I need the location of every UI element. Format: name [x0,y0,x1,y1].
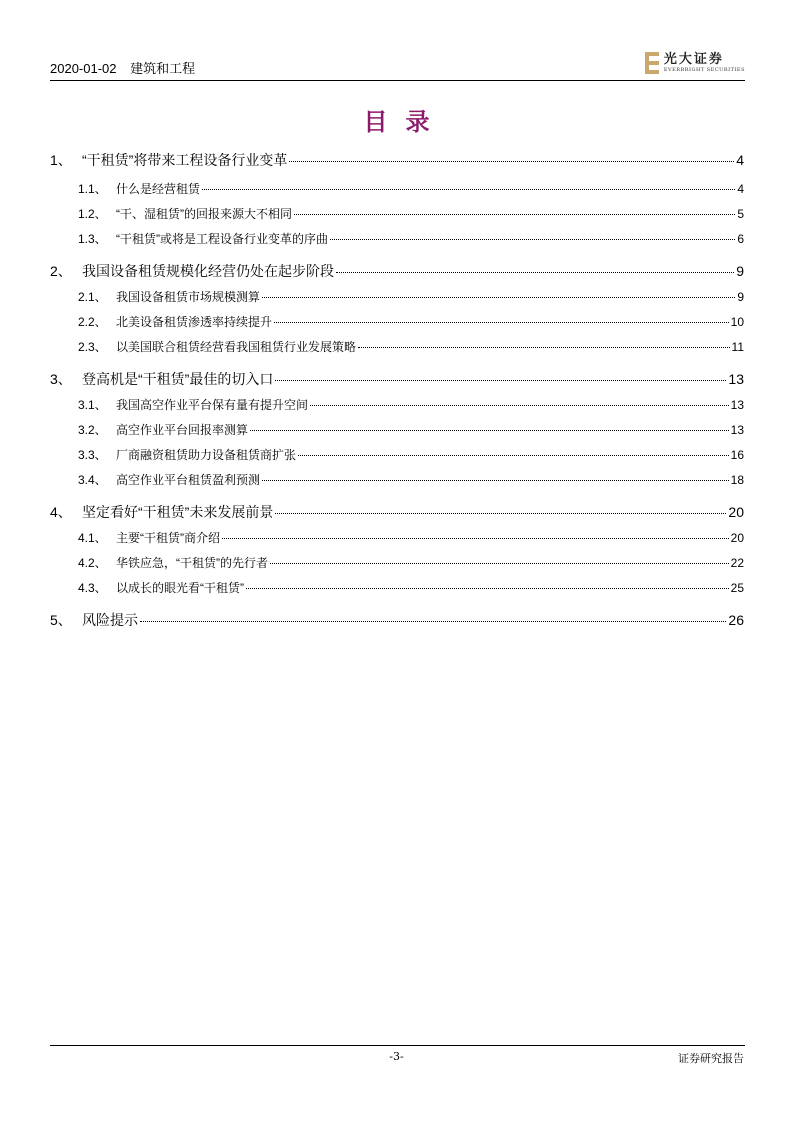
toc-leader-dots [202,189,735,190]
toc-leader-dots [246,588,729,589]
toc-entry-page: 13 [728,371,744,387]
toc-leader-dots [250,430,729,431]
toc-entry-page: 9 [737,290,744,304]
toc-leader-dots [262,480,729,481]
toc-entry-number: 3.4、 [78,473,107,487]
toc-entry-number: 3、 [50,371,72,387]
industry-label: 建筑和工程 [130,61,196,76]
toc-entry[interactable] [50,230,744,247]
toc-entry-page: 10 [730,315,744,329]
toc-entry-title: 北美设备租赁渗透率持续提升 [116,315,273,329]
toc-leader-dots [330,239,735,240]
toc-entry[interactable] [50,471,744,488]
toc-entry-number: 4.1、 [78,531,107,545]
toc-entry-number: 5、 [50,612,72,628]
toc-entry-title: 华铁应急，“干租赁”的先行者 [116,556,268,570]
toc-entry[interactable] [50,180,744,197]
toc-leader-dots [274,322,729,323]
toc-entry-number: 1.2、 [78,207,107,221]
toc-leader-dots [289,161,734,162]
toc-entry-number: 3.2、 [78,423,107,437]
toc-entry-title: 我国设备租赁市场规模测算 [116,290,261,304]
toc-entry-page: 20 [728,504,744,520]
toc-entry-title: 什么是经营租赁 [116,182,201,196]
toc-entry-number: 2、 [50,263,72,279]
toc-entry-page: 9 [736,263,744,279]
report-date: 2020-01-02 [50,61,117,76]
toc-entry-page: 22 [730,556,744,570]
toc-leader-dots [310,405,729,406]
toc-leader-dots [294,214,735,215]
toc-entry[interactable] [50,313,744,330]
toc-leader-dots [140,621,726,622]
toc-entry-title: “干租赁”或将是工程设备行业变革的序曲 [116,232,328,246]
page-header [50,52,745,81]
toc-entry[interactable] [50,396,744,413]
header-meta [50,58,205,77]
toc-entry-page: 13 [730,423,744,437]
toc-entry-title: 风险提示 [82,612,138,628]
footer-divider [50,1045,745,1046]
toc-entry-number: 4.3、 [78,581,107,595]
toc-entry-number: 1、 [50,152,72,168]
toc-leader-dots [270,563,729,564]
toc-entry-number: 1.3、 [78,232,107,246]
toc-entry[interactable] [50,288,744,305]
toc-entry-title: 高空作业平台回报率测算 [116,423,249,437]
toc-entry-title: 厂商融资租赁助力设备租赁商扩张 [116,448,297,462]
toc-entry-title: 以成长的眼光看“干租赁” [116,581,244,595]
toc-entry-title: 我国设备租赁规模化经营仍处在起步阶段 [82,263,334,279]
toc-leader-dots [275,513,726,514]
toc-entry-page: 13 [730,398,744,412]
toc-entry[interactable] [50,421,744,438]
toc-entry[interactable] [50,502,744,522]
toc-entry[interactable] [50,338,744,355]
toc-entry-title: 坚定看好“干租赁”未来发展前景 [82,504,274,520]
toc-entry-number: 2.2、 [78,315,107,329]
toc-entry-page: 5 [737,207,744,221]
toc-entry-number: 3.3、 [78,448,107,462]
toc-entry[interactable] [50,554,744,571]
toc-title: 目录 [363,107,448,136]
toc-entry-page: 18 [730,473,744,487]
toc-entry[interactable] [50,579,744,596]
toc-entry[interactable] [50,150,744,170]
page-number: -3- [389,1050,404,1063]
toc-entry[interactable] [50,261,744,281]
toc-entry-page: 4 [737,182,744,196]
logo-english-name: EVERBRIGHT SECURITIES [663,67,745,73]
toc-entry-page: 4 [736,152,744,168]
toc-entry-page: 20 [730,531,744,545]
toc-entry-title: 登高机是“干租赁”最佳的切入口 [82,371,274,387]
toc-leader-dots [336,272,734,273]
toc-leader-dots [358,347,730,348]
toc-entry[interactable] [50,610,744,630]
toc-entry-title: “干、湿租赁”的回报来源大不相同 [116,207,292,221]
toc-leader-dots [262,297,735,298]
toc-entry[interactable] [50,369,744,389]
toc-entry-page: 25 [730,581,744,595]
toc-entry[interactable] [50,205,744,222]
toc-entry-number: 3.1、 [78,398,107,412]
toc-leader-dots [275,380,726,381]
toc-entry-number: 1.1、 [78,182,107,196]
logo-mark-icon [645,52,659,74]
brand-logo [645,49,745,77]
toc-entry-title: 我国高空作业平台保有量有提升空间 [116,398,309,412]
toc-entry-title: 主要“干租赁”商介绍 [116,531,220,545]
toc-entry-page: 16 [730,448,744,462]
toc-entry-number: 2.3、 [78,340,107,354]
logo-chinese-name: 光大证券 [663,52,724,67]
toc-entry-title: 高空作业平台租赁盈利预测 [116,473,261,487]
toc-entry-number: 4.2、 [78,556,107,570]
report-type-label: 证券研究报告 [678,1052,744,1065]
toc-leader-dots [222,538,729,539]
toc-entry-page: 11 [731,340,744,354]
toc-entry-page: 6 [737,232,744,246]
toc-entry-title: 以美国联合租赁经营看我国租赁行业发展策略 [116,340,357,354]
toc-entry[interactable] [50,529,744,546]
header-divider [50,80,745,81]
toc-entry[interactable] [50,446,744,463]
toc-entry-number: 4、 [50,504,72,520]
toc-entry-number: 2.1、 [78,290,107,304]
toc-entry-page: 26 [728,612,744,628]
toc-leader-dots [298,455,729,456]
toc-entry-title: “干租赁”将带来工程设备行业变革 [82,152,288,168]
